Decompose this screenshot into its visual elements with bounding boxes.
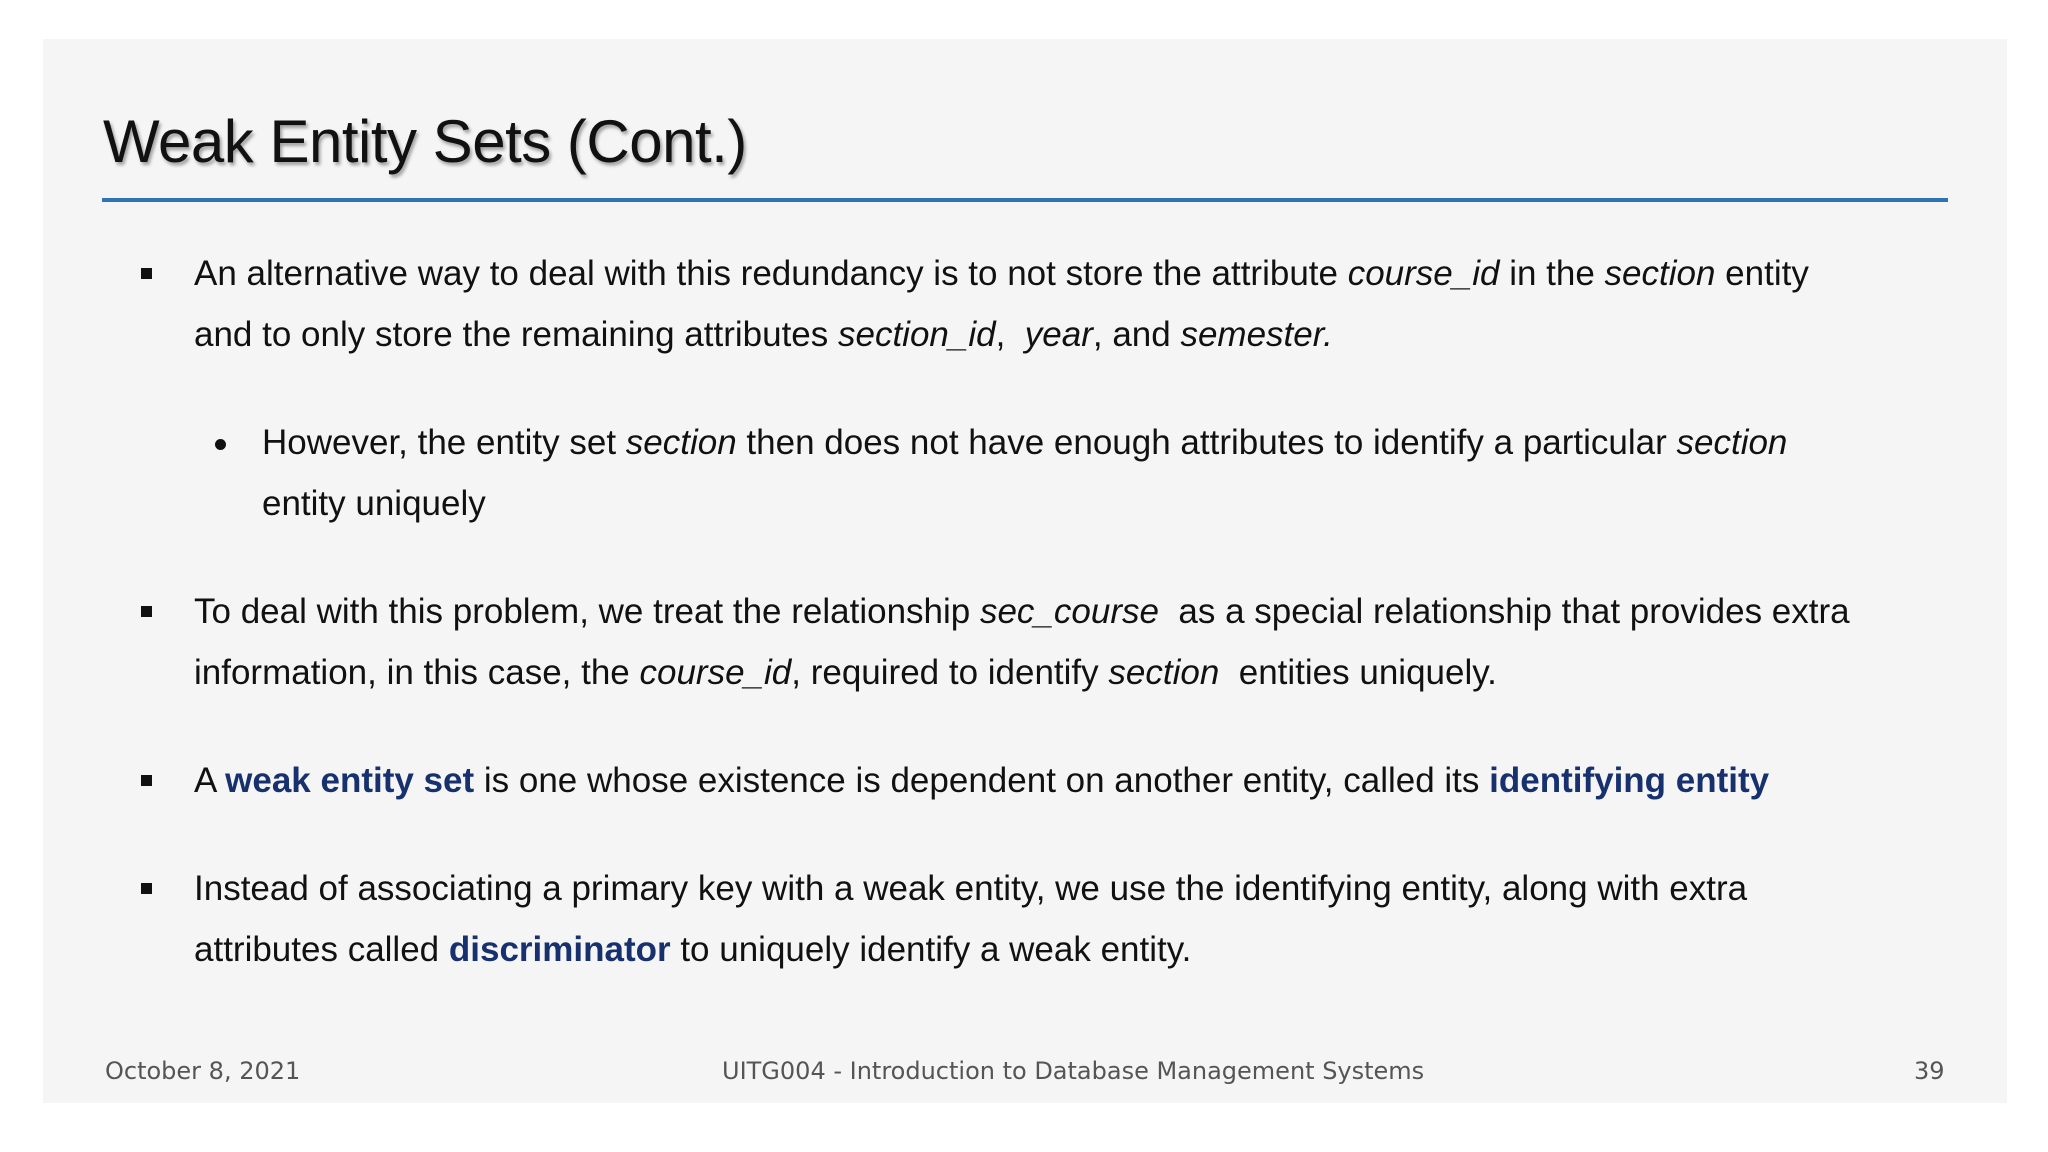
italic-term: course_id <box>639 653 792 692</box>
slide-title: Weak Entity Sets (Cont.) <box>103 108 747 175</box>
bullet-4-line-1 <box>194 858 1747 919</box>
square-bullet-icon <box>141 883 152 894</box>
italic-term: section <box>1604 254 1716 293</box>
bullet-3-line-1 <box>194 750 1769 811</box>
text-run: and to only store the remaining attributes <box>194 315 838 354</box>
bullet-1-text <box>194 243 1809 365</box>
bullet-2-line-2 <box>194 642 1850 703</box>
text-run: as a special relationship that provides extra <box>1158 592 1850 631</box>
italic-term: section <box>625 423 737 462</box>
text-run: entity <box>1715 254 1809 293</box>
text-run: , and <box>1092 315 1181 354</box>
italic-term: section <box>1676 423 1788 462</box>
bullet-1-line-2 <box>194 304 1809 365</box>
text-run: to uniquely identify a weak entity. <box>670 930 1192 969</box>
bullet-2-line-1 <box>194 581 1850 642</box>
text-run: , <box>995 315 1025 354</box>
italic-term: year <box>1024 315 1093 354</box>
footer-course-title: UITG004 - Introduction to Database Management Systems <box>722 1057 1425 1085</box>
italic-term: section_id <box>837 315 996 354</box>
text-run: entities uniquely. <box>1219 653 1497 692</box>
text-run: , required to identify <box>791 653 1109 692</box>
text-run: However, the entity set <box>262 423 626 462</box>
text-run: information, in this case, the <box>194 653 640 692</box>
round-bullet-icon <box>215 439 226 450</box>
footer-page-number: 39 <box>1914 1057 1945 1085</box>
square-bullet-icon <box>141 606 152 617</box>
slide <box>43 39 2007 1103</box>
text-run: entity uniquely <box>262 484 486 523</box>
bold-term: discriminator <box>448 930 671 969</box>
bullet-2-text <box>194 581 1850 703</box>
italic-term: section <box>1108 653 1220 692</box>
bullet-1-line-1 <box>194 243 1809 304</box>
bold-term: identifying entity <box>1489 761 1770 800</box>
italic-term: sec_course <box>979 592 1159 631</box>
footer-date: October 8, 2021 <box>105 1057 301 1085</box>
square-bullet-icon <box>141 268 152 279</box>
text-run: in the <box>1499 254 1605 293</box>
text-run: A <box>194 761 226 800</box>
bullet-4-line-2 <box>194 919 1747 980</box>
bullet-4-text <box>194 858 1747 980</box>
sub-bullet-text <box>262 412 1787 534</box>
text-run: To deal with this problem, we treat the relationship <box>194 592 980 631</box>
text-run: then does not have enough attributes to identify a particular <box>736 423 1677 462</box>
sub-bullet-line-2 <box>262 473 1787 534</box>
square-bullet-icon <box>141 775 152 786</box>
title-underline <box>102 198 1948 202</box>
text-run: Instead of associating a primary key with a weak entity, we use the identifying entity, along with extra <box>194 869 1748 908</box>
text-run: An alternative way to deal with this redundancy is to not store the attribute <box>194 254 1348 293</box>
text-run: attributes called <box>194 930 449 969</box>
italic-term: semester. <box>1180 315 1333 354</box>
bullet-3-text <box>194 750 1769 811</box>
text-run: is one whose existence is dependent on another entity, called its <box>474 761 1490 800</box>
italic-term: course_id <box>1347 254 1500 293</box>
sub-bullet-line-1 <box>262 412 1787 473</box>
bold-term: weak entity set <box>225 761 475 800</box>
